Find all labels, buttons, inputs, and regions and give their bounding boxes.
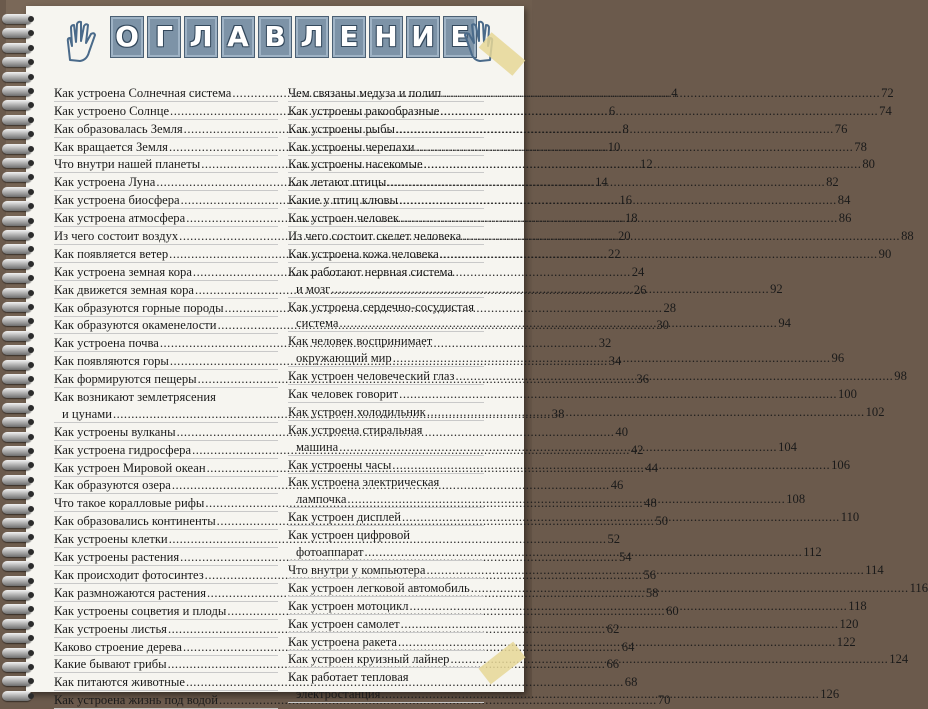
- spiral-ring: [2, 388, 32, 398]
- entry-title: Как устроен холодильник: [288, 404, 426, 419]
- spiral-ring: [2, 590, 32, 600]
- entry-page-number: 80: [862, 157, 875, 172]
- spiral-ring: [2, 633, 32, 643]
- spiral-ring: [2, 619, 32, 629]
- entry-page-number: 114: [865, 562, 884, 577]
- entry-page-number: 124: [889, 652, 909, 667]
- entry-page-number: 30: [656, 318, 669, 333]
- entry-page-number: 104: [778, 439, 797, 454]
- title-letter: О: [115, 20, 139, 53]
- entry-page-number: 76: [834, 121, 848, 136]
- entry-page-number: 64: [621, 639, 635, 654]
- entry-title: Как питаются животные: [54, 675, 185, 690]
- title-letter-tile: [221, 16, 255, 58]
- dot-leader: [392, 458, 830, 473]
- spiral-ring: [2, 604, 32, 614]
- entry-page-number: 60: [666, 603, 679, 618]
- entry-page-number: 22: [607, 246, 621, 261]
- spiral-ring: [2, 475, 32, 485]
- dot-leader: [427, 405, 865, 420]
- dot-leader: [402, 510, 840, 525]
- dot-leader: [364, 545, 802, 560]
- entry-page-number: 106: [831, 457, 850, 472]
- entry-title: Как устроен самолет: [288, 616, 400, 631]
- entry-title: Как устроены черепахи: [288, 139, 415, 154]
- entry-page-number: 46: [610, 478, 624, 493]
- dot-leader: [401, 617, 839, 632]
- entry-page-number: 48: [644, 496, 657, 511]
- entry-title: Как устроены клетки: [54, 532, 168, 547]
- dot-leader: [424, 157, 862, 172]
- dot-leader: [426, 563, 864, 578]
- entry-title: Как устроен легковой автомобиль: [288, 580, 470, 595]
- entry-title: Как устроены листья: [54, 621, 167, 636]
- entry-page-number: 40: [615, 424, 628, 439]
- contents-entry[interactable]: [288, 526, 484, 543]
- spiral-ring: [2, 172, 32, 182]
- spiral-ring: [2, 43, 32, 53]
- entry-title: Как летают птицы: [288, 175, 387, 190]
- entry-title: Как устроена биосфера: [54, 193, 180, 208]
- dot-leader: [416, 140, 854, 155]
- entry-page-number: 116: [909, 580, 928, 595]
- title-letter: В: [264, 20, 286, 53]
- title-letter: Л: [189, 20, 213, 53]
- entry-title: Как устроен мотоцикл: [288, 598, 409, 613]
- entry-title: Как устроен цифровой: [288, 528, 410, 543]
- spiral-ring: [2, 230, 32, 240]
- spiral-ring: [2, 432, 32, 442]
- entry-title: электростанция: [296, 687, 381, 702]
- entry-page-number: 112: [803, 545, 822, 560]
- entry-title: Как устроена почва: [54, 336, 159, 351]
- entry-page-number: 58: [645, 585, 659, 600]
- spiral-ring: [2, 273, 32, 283]
- entry-title: и мозг: [296, 281, 331, 296]
- entry-title: Как устроена Луна: [54, 175, 156, 190]
- entry-page-number: 66: [606, 657, 620, 672]
- entry-page-number: 32: [598, 336, 612, 351]
- title-letter-tile: [332, 16, 366, 58]
- contents-entry[interactable]: [288, 668, 484, 685]
- contents-entry[interactable]: [288, 474, 484, 491]
- title-letter-tile: [110, 16, 144, 58]
- entry-page-number: 86: [838, 211, 852, 226]
- entry-title: лампочка: [296, 492, 347, 507]
- title-letter-tile: [295, 16, 329, 58]
- spiral-ring: [2, 216, 32, 226]
- entry-title: Как образовались континенты: [54, 514, 216, 529]
- entry-page-number: 18: [625, 211, 638, 226]
- dot-leader: [340, 316, 778, 331]
- entry-title: Как устроены соцветия и плоды: [54, 603, 227, 618]
- spiral-ring: [2, 561, 32, 571]
- entry-title: Как движется земная кора: [54, 282, 194, 297]
- entry-page-number: 28: [663, 300, 677, 315]
- entry-title: Какие бывают грибы: [54, 657, 167, 672]
- entry-page-number: 70: [657, 693, 671, 708]
- entry-page-number: 38: [551, 406, 565, 421]
- contents-entry[interactable]: [288, 332, 484, 349]
- entry-title: Как устроена земная кора: [54, 264, 192, 279]
- entry-title: Как происходит фотосинтез: [54, 567, 204, 582]
- contents-entry[interactable]: [288, 102, 892, 120]
- entry-page-number: 36: [636, 372, 650, 387]
- title-letter: Л: [300, 20, 324, 53]
- title-letter: А: [227, 20, 249, 53]
- entry-title: система: [296, 316, 339, 331]
- entry-page-number: 84: [837, 193, 851, 208]
- entry-page-number: 6: [608, 103, 616, 118]
- entry-page-number: 110: [840, 510, 860, 525]
- title-letter-tile: [184, 16, 218, 58]
- contents-entry[interactable]: [288, 385, 857, 403]
- dot-leader: [393, 351, 831, 366]
- entry-page-number: 44: [645, 460, 659, 475]
- dot-leader: [455, 369, 893, 384]
- title-letter-tile: [258, 16, 292, 58]
- spiral-ring: [2, 360, 32, 370]
- entry-title: Как устроен человеческий глаз: [288, 369, 455, 384]
- entry-title: Из чего состоит воздух: [54, 229, 179, 244]
- spiral-ring: [2, 100, 32, 110]
- entry-page-number: 50: [655, 514, 669, 529]
- entry-page-number: 92: [770, 281, 783, 296]
- dot-leader: [440, 104, 878, 119]
- entry-title: Как устроено Солнце: [54, 103, 170, 118]
- entry-page-number: 94: [778, 316, 791, 331]
- entry-title: фотоаппарат: [296, 545, 364, 560]
- spiral-ring: [2, 489, 32, 499]
- entry-title: Как образуются горные породы: [54, 300, 224, 315]
- entry-page-number: 120: [839, 616, 859, 631]
- spiral-ring: [2, 57, 32, 67]
- spiral-ring: [2, 115, 32, 125]
- entry-page-number: 8: [622, 121, 629, 136]
- entry-title: Какие у птиц клювы: [288, 193, 398, 208]
- entry-title: Как формируются пещеры: [54, 372, 197, 387]
- spiral-ring: [2, 316, 32, 326]
- entry-page-number: 118: [848, 598, 867, 613]
- spiral-ring: [2, 14, 32, 24]
- dot-leader: [399, 387, 837, 402]
- entry-page-number: 12: [640, 157, 653, 172]
- contents-entry[interactable]: [54, 388, 278, 405]
- title-letter: Е: [339, 20, 359, 53]
- entry-title: Как появляется ветер: [54, 246, 169, 261]
- page-title: [110, 16, 477, 58]
- spiral-ring: [2, 662, 32, 672]
- entry-title: Как устроена электрическая: [288, 475, 440, 490]
- spiral-ring: [2, 446, 32, 456]
- entry-title: Каково строение дерева: [54, 639, 182, 654]
- spiral-ring: [2, 576, 32, 586]
- entry-title: Как устроены вулканы: [54, 424, 176, 439]
- entry-page-number: 42: [630, 442, 644, 457]
- spiral-ring: [2, 676, 32, 686]
- entry-page-number: 10: [607, 139, 621, 154]
- entry-title: окружающий мир: [296, 351, 392, 366]
- entry-page-number: 96: [831, 351, 845, 366]
- entry-page-number: 16: [619, 193, 632, 208]
- entry-title: Как человек воспринимает: [288, 334, 433, 349]
- title-letter-tile: [406, 16, 440, 58]
- dot-leader: [398, 635, 836, 650]
- entry-page-number: 88: [901, 229, 914, 244]
- dot-leader: [462, 229, 900, 244]
- dot-leader: [409, 599, 847, 614]
- entry-title: Как образуются окаменелости: [54, 318, 217, 333]
- entry-page-number: 62: [606, 621, 620, 636]
- entry-page-number: 54: [618, 550, 632, 565]
- entry-page-number: 74: [879, 103, 892, 118]
- entry-page-number: 52: [607, 532, 621, 547]
- spiral-ring: [2, 302, 32, 312]
- entry-title: Как устроена жизнь под водой: [54, 693, 218, 708]
- entry-title: Из чего состоит скелет человека: [288, 229, 462, 244]
- title-letter-tile: [369, 16, 403, 58]
- dot-leader: [400, 211, 838, 226]
- spiral-ring: [2, 547, 32, 557]
- entry-page-number: 14: [595, 175, 608, 190]
- entry-title: Как устроена гидросфера: [54, 442, 192, 457]
- dot-leader: [442, 86, 880, 101]
- spiral-ring: [2, 201, 32, 211]
- entry-page-number: 72: [881, 85, 894, 100]
- spiral-ring: [2, 331, 32, 341]
- dot-leader: [347, 492, 785, 507]
- dot-leader: [399, 193, 837, 208]
- contents-entry[interactable]: [288, 84, 894, 102]
- entry-title: Как работает тепловая: [288, 670, 409, 685]
- entry-title: Как возникают землетрясения: [54, 390, 216, 405]
- entry-title: Как устроена Солнечная система: [54, 85, 232, 100]
- spiral-ring: [2, 158, 32, 168]
- spiral-ring: [2, 244, 32, 254]
- spiral-ring: [2, 86, 32, 96]
- spiral-ring: [2, 259, 32, 269]
- contents-entry[interactable]: [288, 298, 484, 315]
- entry-page-number: 4: [671, 85, 678, 100]
- spiral-ring: [2, 345, 32, 355]
- dot-leader: [440, 247, 878, 262]
- dot-leader: [381, 687, 819, 702]
- entry-title: Как устроены рыбы: [288, 121, 395, 136]
- entry-title: Как устроен Мировой океан: [54, 460, 206, 475]
- entry-title: Как устроены растения: [54, 550, 180, 565]
- page-header: [40, 6, 510, 80]
- entry-page-number: 24: [631, 264, 645, 279]
- entry-page-number: 126: [820, 687, 840, 702]
- spiral-binding: [2, 0, 32, 699]
- entry-title: Как образовалась Земля: [54, 121, 183, 136]
- entry-title: Как устроена ракета: [288, 634, 397, 649]
- spiral-ring: [2, 374, 32, 384]
- title-letter: Г: [155, 20, 173, 53]
- hand-outline-icon: [60, 20, 104, 64]
- entry-title: Как устроены часы: [288, 457, 392, 472]
- entry-title: Что внутри у компьютера: [288, 562, 426, 577]
- entry-page-number: 102: [865, 404, 885, 419]
- title-letter: Е: [450, 20, 470, 53]
- entry-title: Что такое коралловые рифы: [54, 496, 205, 511]
- entry-title: Как устроена кожа человека: [288, 246, 439, 261]
- title-letter: И: [411, 20, 435, 53]
- spiral-ring: [2, 518, 32, 528]
- dot-leader: [396, 122, 834, 137]
- entry-title: Как размножаются растения: [54, 585, 207, 600]
- entry-page-number: 98: [894, 369, 907, 384]
- spiral-ring: [2, 187, 32, 197]
- entry-title: Как устроен дисплей: [288, 510, 401, 525]
- contents-entry[interactable]: [288, 421, 484, 438]
- spiral-ring: [2, 460, 32, 470]
- spiral-ring: [2, 648, 32, 658]
- spiral-ring: [2, 288, 32, 298]
- spiral-ring: [2, 403, 32, 413]
- title-letter: Н: [374, 20, 398, 53]
- entry-title: Как работают нервная система: [288, 264, 453, 279]
- entry-page-number: 68: [624, 675, 638, 690]
- spiral-ring: [2, 504, 32, 514]
- entry-page-number: 82: [826, 175, 839, 190]
- entry-page-number: 56: [643, 567, 657, 582]
- dot-leader: [331, 282, 769, 297]
- entry-page-number: 26: [633, 282, 647, 297]
- entry-title: Как появляются горы: [54, 354, 169, 369]
- spiral-ring: [2, 144, 32, 154]
- entry-title: Как устроен круизный лайнер: [288, 652, 450, 667]
- dot-leader: [387, 175, 825, 190]
- spiral-ring: [2, 417, 32, 427]
- spiral-ring: [2, 532, 32, 542]
- entry-title: Как устроены насекомые: [288, 157, 423, 172]
- entry-page-number: 100: [837, 387, 857, 402]
- entry-title: Как устроен человек: [288, 211, 399, 226]
- dot-leader: [339, 440, 777, 455]
- entry-page-number: 122: [836, 634, 856, 649]
- entry-title: Чем связаны медуза и полип: [288, 85, 442, 100]
- entry-title: Что внутри нашей планеты: [54, 157, 201, 172]
- entry-title: Как вращается Земля: [54, 139, 168, 154]
- dot-leader: [471, 581, 909, 596]
- title-letter-tile: [147, 16, 181, 58]
- spiral-ring: [2, 691, 32, 701]
- entry-title: машина: [296, 439, 339, 454]
- entry-title: Как устроена атмосфера: [54, 211, 186, 226]
- entry-title: Как устроена сердечно-сосудистая: [288, 299, 475, 314]
- entry-page-number: 90: [878, 246, 892, 261]
- entry-page-number: 78: [854, 139, 867, 154]
- spiral-ring: [2, 28, 32, 38]
- spiral-ring: [2, 129, 32, 139]
- entry-page-number: 108: [786, 492, 806, 507]
- entry-title: Как устроена стиральная: [288, 422, 423, 437]
- entry-page-number: 20: [617, 229, 631, 244]
- entry-title: Как устроены ракообразные: [288, 103, 440, 118]
- entry-title: Как образуются озера: [54, 478, 171, 493]
- entry-page-number: 34: [608, 354, 622, 369]
- entry-title: и цунами: [62, 406, 112, 421]
- contents-entry[interactable]: [288, 263, 484, 280]
- entry-title: Как человек говорит: [288, 387, 399, 402]
- spiral-ring: [2, 72, 32, 82]
- contents-entry[interactable]: [288, 120, 848, 138]
